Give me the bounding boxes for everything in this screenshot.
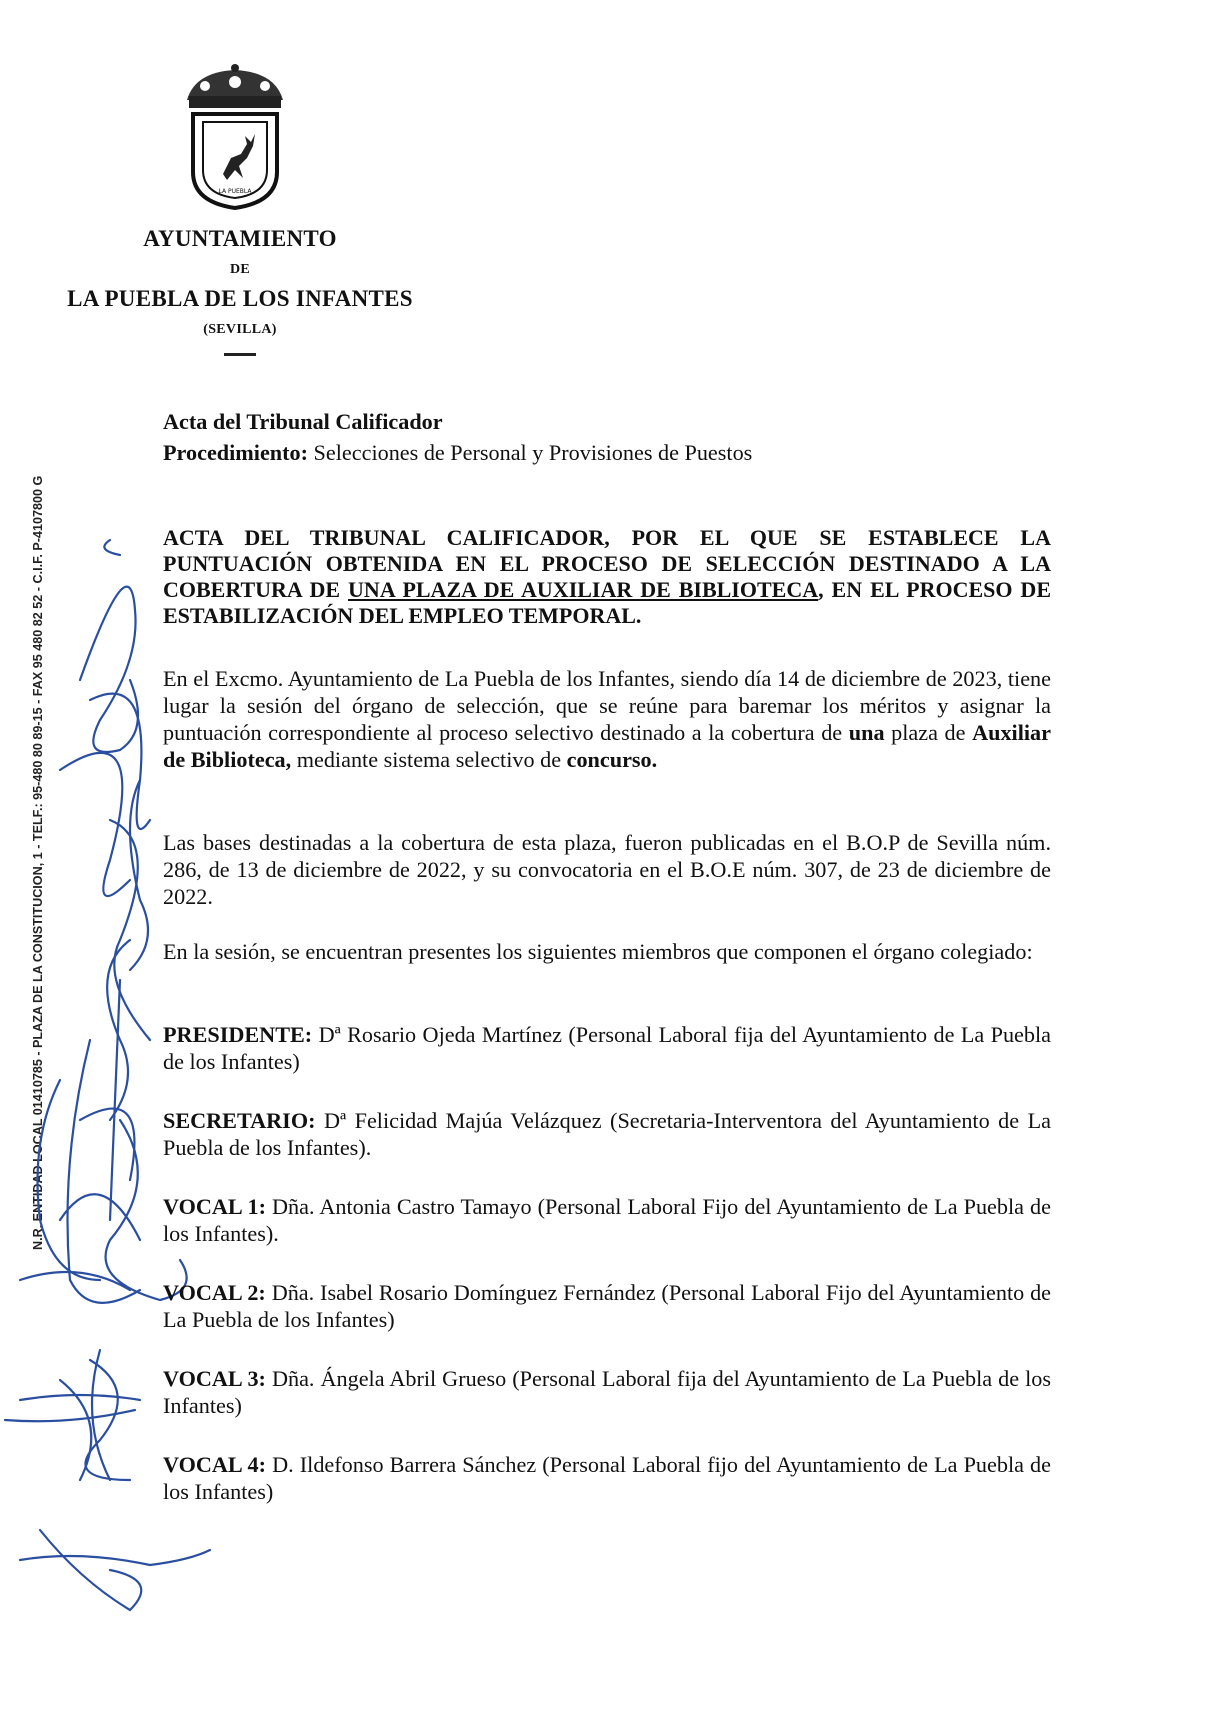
document-title [163,525,1051,629]
member-vocal-4 [163,1451,1051,1505]
member-role: VOCAL 2: [163,1280,266,1305]
paragraph-members-intro: En la sesión, se encuentran presentes los siguientes miembros que componen el órgano colegiado: [163,939,1033,964]
p1-d: Auxiliar de Biblioteca, [163,720,1051,772]
town-name: LA PUEBLA DE LOS INFANTES [67,286,413,311]
paragraph-bases: Las bases destinadas a la cobertura de esta plaza, fueron publicadas en el B.O.P de Sevilla núm. 286, de 13 de diciembre de 2022, y su convocatoria en el B.O.E núm. 307, de 23 de diciembre de 2022. [163,830,1051,909]
member-text: D. Ildefonso Barrera Sánchez (Personal Laboral fijo del Ayuntamiento de La Puebla de los Infantes) [163,1452,1051,1504]
member-vocal-3 [163,1365,1051,1419]
p1-e: mediante sistema selectivo de [291,747,567,772]
member-text: Dª Felicidad Majúa Velázquez (Secretaria-Interventora del Ayuntamiento de La Puebla de los Infantes). [163,1108,1052,1160]
member-president [163,1021,1051,1075]
municipality-name: AYUNTAMIENTO [143,226,337,251]
member-text: Dña. Ángela Abril Grueso (Personal Laboral fija del Ayuntamiento de La Puebla de los Infantes) [163,1366,1051,1418]
title-part-2: , EN EL PROCESO DE ESTABILIZACIÓN DEL EMPLEO TEMPORAL. [163,577,1051,628]
member-role: SECRETARIO: [163,1108,316,1133]
p1-c: plaza de [884,720,973,745]
member-text: Dª Rosario Ojeda Martínez (Personal Laboral fija del Ayuntamiento de La Puebla de los Infantes) [163,1022,1052,1074]
procedure-value: Selecciones de Personal y Provisiones de Puestos [313,440,753,465]
municipal-crest-icon [175,62,295,212]
member-text: Dña. Isabel Rosario Domínguez Fernández (Personal Laboral Fijo del Ayuntamiento de La Puebla de los Infantes) [163,1280,1052,1332]
member-secretary [163,1107,1051,1161]
title-part-1: ACTA DEL TRIBUNAL CALIFICADOR, POR EL QUE SE ESTABLECE LA PUNTUACIÓN OBTENIDA EN EL PROCESO DE SELECCIÓN DESTINADO A LA COBERTURA DE [163,525,1051,602]
doc-type: Acta del Tribunal Calificador [163,409,443,434]
member-text: Dña. Antonia Castro Tamayo (Personal Laboral Fijo del Ayuntamiento de La Puebla de los Infantes). [163,1194,1051,1246]
municipality-de: DE [229,262,251,277]
title-underlined: UNA PLAZA DE AUXILIAR DE BIBLIOTECA [348,577,819,602]
member-role: VOCAL 1: [163,1194,266,1219]
member-vocal-2 [163,1279,1051,1333]
procedure-line [163,439,1051,466]
paragraph-intro [163,665,1051,773]
member-role: VOCAL 3: [163,1366,266,1391]
member-role: PRESIDENTE: [163,1022,313,1047]
procedure-label: Procedimiento: [163,440,308,465]
p1-b: una [848,720,885,745]
member-vocal-1 [163,1193,1051,1247]
p1-a: En el Excmo. Ayuntamiento de La Puebla de los Infantes, siendo día 14 de diciembre de 2023, tiene lugar la sesión del órgano de selección, que se reúne para baremar los méritos y asignar la puntuación correspondiente al proceso selectivo destinado a la cobertura de [163,666,1051,745]
p1-f: concurso. [566,747,658,772]
header-divider [224,353,256,356]
province-name: (SEVILLA) [203,322,277,337]
svg-text:LA PUEBLA: LA PUEBLA [218,188,252,195]
side-registry-text: N.R. ENTIDAD LOCAL 01410785 - PLAZA DE LA CONSTITUCION, 1 - TELF.: 95-480 80 89-15 - FAX 95 480 82 52 - C.I.F. P-4107800 G [31,475,45,1250]
member-role: VOCAL 4: [163,1452,267,1477]
